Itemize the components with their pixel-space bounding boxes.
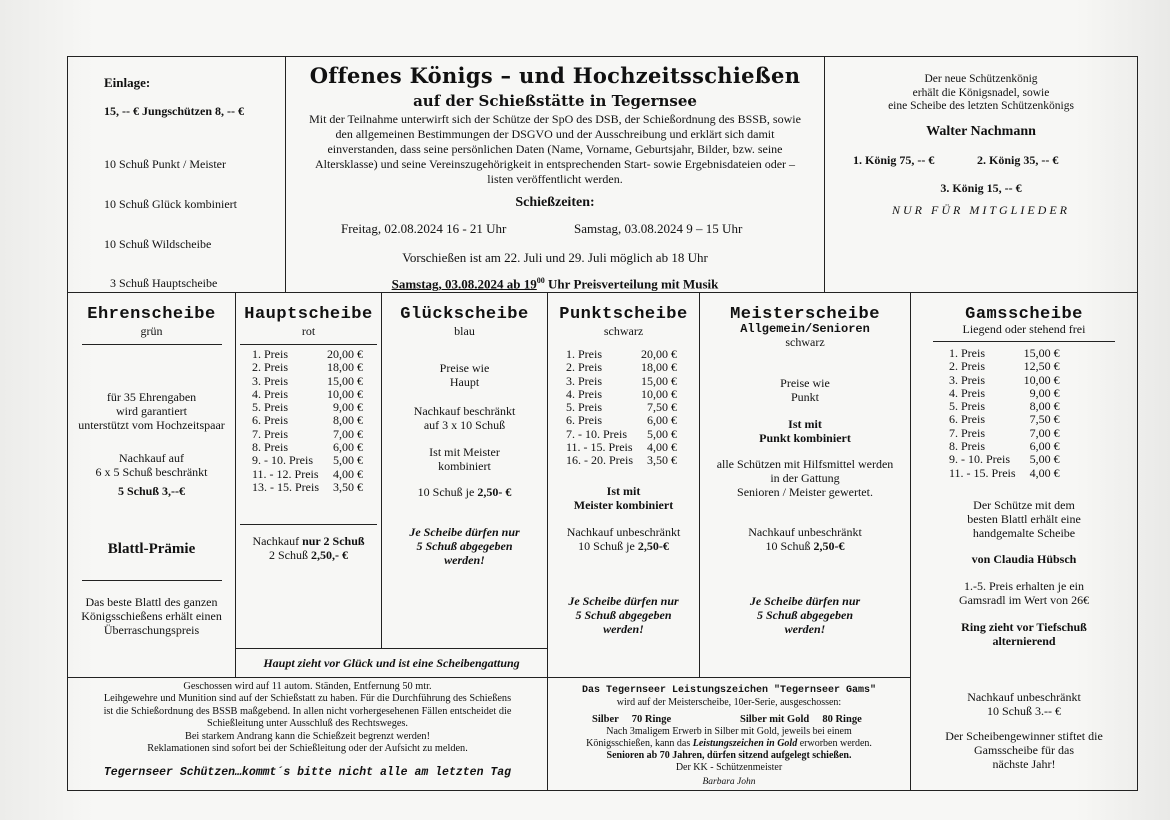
gams-row [949,427,1060,440]
punkt-row [566,454,677,467]
terms-text: Mit der Teilnahme unterwirft sich der Schütze der SpO des DSB, der Schießordnung des BSSB, sowie den allgemeinen Bestimmungen der DSGVO und der Ausschreibung und erklärt sich damit einverstanden, dass seine persönlichen Daten (Name, Vorname, Geburtsjahr, Bilder, bzw. seine Altersklasse) und seine Vereinszugehörigkeit in entsprechenden Start- sowie Ergebnisdateien oder –listen veröffentlicht werden. [309,112,801,186]
haupt-note: Haupt zieht vor Glück und ist eine Scheibengattung [263,656,520,670]
gold-requirement: Silber mit Gold 80 Ringe [740,714,862,725]
einlage-box [67,56,286,293]
signature: Barbara John [702,777,756,787]
punkt-row [566,375,677,388]
prize-amount: 15,00 € [1023,346,1060,360]
gamsscheibe-subtitle: Liegend oder stehend frei [962,322,1086,336]
schuetzenmeister-label: Der KK - Schützenmeister [675,762,783,773]
meister-text: Ist mit [788,417,822,431]
silber-requirement: Silber 70 Ringe [592,714,672,725]
punkt-row [566,414,677,427]
prize-rank: 6. Preis [949,412,985,427]
einlage-price: 15, -- € Jungschützen 8, -- € [104,104,244,118]
glueck-text: Nachkauf beschränkt [413,404,516,418]
header-box [285,56,825,293]
einlage-item: 10 Schuß Punkt / Meister [104,157,226,172]
glueckscheibe-title: Glückscheibe [400,305,529,324]
blattl-praemie: Blattl-Prämie [107,541,196,557]
haupt-row [252,468,363,481]
gams-text: besten Blattl erhält eine [967,512,1081,526]
prize-amount: 18,00 € [327,360,363,375]
punkt-row [566,441,677,454]
haupt-row [252,401,363,414]
einlage-list [104,132,274,293]
prize-rank: 7. Preis [252,426,288,441]
ehren-text: Nachkauf auf [119,451,184,465]
gams-row [949,440,1060,453]
meister-note: werden! [784,622,826,636]
prize-amount: 8,00 € [1029,399,1060,414]
gams-text: Gamsradl im Wert von 26€ [958,593,1090,607]
rules-box [67,677,548,791]
divider [82,580,222,581]
prize-rank: 6. Preis [252,413,288,428]
punkt-note: 5 Schuß abgegeben [575,608,672,622]
gams-text: 10 Schuß 3.-- € [987,704,1061,718]
hauptscheibe-title: Hauptscheibe [244,305,373,324]
gams-text: handgemalte Scheibe [972,526,1076,540]
haupt-nachkauf-label: Nachkauf [252,534,303,548]
prize-amount: 20,00 € [641,347,677,361]
haupt-row [252,414,363,427]
king-line: Der neue Schützenkönig [924,73,1038,85]
times-title: Schießzeiten: [515,195,595,210]
prize-rank: 9. - 10. Preis [949,452,1010,467]
einlage-title: Einlage: [104,75,151,90]
pre-shooting: Vorschießen ist am 22. Juli und 29. Juli möglich ab 18 Uhr [402,250,708,265]
haupt-row [252,375,363,388]
prize-rank: 13. - 15. Preis [252,479,319,494]
einlage-item: 10 Schuß Glück kombiniert [104,197,237,212]
rules-line: ist die Schießordnung des BSSB maßgebend. In allen nicht vorhergesehenen Fällen entscheidet die [103,705,512,717]
gams-row [949,387,1060,400]
haupt-row [252,481,363,494]
prize-amount: 7,00 € [1029,425,1060,440]
meister-text: Punkt kombiniert [759,431,851,445]
prize-amount: 12,50 € [1023,359,1060,374]
punktscheibe-prize-table [566,348,677,468]
leistungszeichen-box [547,677,911,791]
prize-amount: 5,00 € [1029,452,1060,467]
prize-amount: 7,50 € [1029,412,1060,427]
prize-amount: 4,00 € [1029,465,1060,480]
leistungszeichen-text: Nach 3maligem Erwerb in Silber mit Gold, jeweils bei einem [606,726,852,737]
einlage-item: 3 Schuß Hauptscheibe [104,276,218,291]
punkt-row [566,428,677,441]
king-box [824,56,1138,293]
prize-amount: 15,00 € [641,373,677,388]
punkt-row [566,388,677,401]
prize-rank: 11. - 12. Preis [252,466,319,481]
ehren-text: 6 x 5 Schuß beschränkt [95,465,208,479]
haupt-row [252,348,363,361]
meister-note: 5 Schuß abgegeben [757,608,853,622]
prize-rank: 8. Preis [949,439,985,454]
glueck-text: kombiniert [438,459,491,473]
glueck-text: Haupt [449,375,480,389]
gams-row [949,347,1060,360]
glueckscheibe-box [381,292,548,649]
ehren-price: 5 Schuß 3,--€ [117,484,185,498]
award-text: Uhr Preisverteilung mit Musik [544,276,719,292]
leistungszeichen-text: wird auf der Meisterscheibe, 10er-Serie, ausgeschossen: [616,697,842,708]
ehrenscheibe-box [67,292,236,678]
prize-amount: 4,00 € [647,440,677,455]
meisterscheibe-subtitle: Allgemein/Senioren [740,322,870,336]
punkt-price-label: 10 Schuß je [578,539,638,553]
blattl-text: Das beste Blattl des ganzen [85,595,218,609]
prize-rank: 5. Preis [566,400,602,415]
prize-amount: 15,00 € [327,373,363,388]
haupt-row [252,428,363,441]
prize-rank: 1. Preis [949,346,985,360]
haupt-nachkauf-amount: nur 2 Schuß [302,534,365,548]
senioren-rule: Senioren ab 70 Jahren, dürfen sitzend aufgelegt schießen. [606,750,852,761]
haupt-row [252,441,363,454]
einlage-item: 10 Schuß Wildscheibe [104,236,212,251]
king-name: Walter Nachmann [926,124,1036,139]
punktscheibe-box [547,292,700,678]
divider [82,344,222,345]
blattl-text: Königsschießens erhält einen [81,609,222,623]
prize-amount: 7,00 € [333,426,363,441]
award-date: Samstag, 03.08.2024 ab 19 [391,276,537,292]
prize-amount: 5,00 € [333,453,363,468]
haupt-row [252,388,363,401]
rules-line: Bei starkem Andrang kann die Schießzeit begrenzt werden! [184,730,431,742]
prize-rank: 2. Preis [252,360,288,375]
prize-rank: 11. - 15. Preis [566,440,633,455]
glueck-price-value: 2,50- € [477,485,512,499]
gamsscheibe-prize-table [949,347,1060,480]
event-title: Offenes Königs – und Hochzeitsschießen [309,63,801,88]
haupt-price-label: 2 Schuß [269,548,311,562]
ehrenscheibe-color: grün [140,324,163,338]
punkt-row [566,361,677,374]
glueck-note: Je Scheibe dürfen nur [409,525,520,539]
meister-text: in der Gattung [770,471,840,485]
punkt-row [566,401,677,414]
glueck-price-label: 10 Schuß je [417,485,478,499]
king-line: eine Scheibe des letzten Schützenkönigs [888,100,1074,112]
gams-text: Gamsscheibe für das [974,743,1074,757]
prize-rank: 2. Preis [949,359,985,374]
haupt-row [252,361,363,374]
blattl-text: Überraschungspreis [103,623,200,637]
prize-rank: 7. - 10. Preis [566,426,627,441]
event-subtitle: auf der Schießstätte in Tegernsee [413,92,697,110]
gams-text: alternierend [992,634,1056,648]
meisterscheibe-title: Meisterscheibe [730,305,880,324]
haupt-note-box [235,648,548,678]
king-prize-1: 1. König 75, -- € [853,153,935,167]
punkt-note: werden! [603,622,644,636]
gams-row [949,374,1060,387]
ehrenscheibe-title: Ehrenscheibe [87,305,216,324]
meister-price-label: 10 Schuß [765,539,814,553]
prize-rank: 8. Preis [252,440,288,455]
meister-text: Senioren / Meister gewertet. [737,485,873,499]
haupt-nachkauf [236,534,381,548]
meister-text: alle Schützen mit Hilfsmittel werden [716,457,894,471]
meisterscheibe-color: schwarz [785,335,825,349]
prize-rank: 4. Preis [252,386,288,401]
prize-amount: 3,50 € [647,453,677,468]
glueck-price [382,485,547,499]
king-prize-3: 3. König 15, -- € [940,181,1022,195]
prize-rank: 3. Preis [949,372,985,387]
glueckscheibe-color: blau [454,324,475,338]
rules-line: Schießleitung unter Ausschluß des Rechtsweges. [206,718,409,730]
punktscheibe-color: schwarz [603,324,644,338]
prize-rank: 6. Preis [566,413,602,428]
prize-amount: 5,00 € [647,426,677,441]
gamsscheibe-box [910,292,1138,791]
punkt-text: Nachkauf unbeschränkt [566,525,681,539]
prize-amount: 6,00 € [1029,439,1060,454]
gamsscheibe-title: Gamsscheibe [965,305,1083,324]
punkt-note: Je Scheibe dürfen nur [568,594,679,608]
punkt-text: Ist mit [606,484,641,498]
hauptscheibe-prize-table [252,348,363,494]
award-ceremony [286,276,824,292]
prize-rank: 9. - 10. Preis [252,453,313,468]
prize-rank: 1. Preis [566,347,602,361]
rules-line: Leihgewehre und Munition sind auf der Schießstatt zu haben. Für die Durchführung des Schießens [103,693,512,705]
leistungszeichen-text-part: erworben werden. [797,738,872,749]
glueck-text: Ist mit Meister [429,445,500,459]
haupt-price-value: 2,50,- € [311,548,348,562]
closing-appeal: Tegernseer Schützen…kommt´s bitte nicht alle am letzten Tag [103,766,512,779]
punkt-row [566,348,677,361]
members-only: NUR FÜR MITGLIEDER [892,203,1070,217]
meister-price [700,539,910,553]
gams-text: Der Scheibengewinner stiftet die [945,729,1103,743]
prize-amount: 3,50 € [333,479,363,494]
rules-line: Reklamationen sind sofort bei der Schießleitung oder der Aufsicht zu melden. [147,743,468,755]
punktscheibe-title: Punktscheibe [559,305,688,324]
gams-text: Ring zieht vor Tiefschuß [961,620,1087,634]
meister-text: Nachkauf unbeschränkt [748,525,862,539]
meister-text: Preise wie [780,376,830,390]
leistungszeichen-text [548,738,910,750]
rules-line: Geschossen wird auf 11 autom. Ständen, Entfernung 50 mtr. [183,681,432,692]
prize-amount: 7,50 € [647,400,677,415]
gams-row [949,453,1060,466]
gams-row [949,467,1060,480]
glueck-note: 5 Schuß abgegeben [416,539,513,553]
prize-amount: 6,00 € [333,440,363,455]
gams-text: Nachkauf unbeschränkt [967,690,1081,704]
prize-rank: 11. - 15. Preis [949,465,1016,480]
prize-rank: 5. Preis [252,400,288,415]
prize-rank: 1. Preis [252,347,288,361]
meister-text: Punkt [790,390,819,404]
divider [240,344,377,345]
prize-amount: 4,00 € [333,466,363,481]
prize-rank: 7. Preis [949,425,985,440]
prize-amount: 10,00 € [327,386,363,401]
time-saturday: Samstag, 03.08.2024 9 – 15 Uhr [574,221,743,236]
punkt-price-value: 2,50-€ [637,539,669,553]
time-friday: Freitag, 02.08.2024 16 - 21 Uhr [341,221,507,236]
punkt-text: Meister kombiniert [573,498,674,512]
meister-note: Je Scheibe dürfen nur [749,594,861,608]
prize-amount: 6,00 € [647,413,677,428]
prize-amount: 9,00 € [333,400,363,415]
glueck-text: auf 3 x 10 Schuß [423,418,506,432]
glueck-text: Preise wie [439,361,490,375]
punkt-price [548,539,699,553]
haupt-row [252,454,363,467]
leistungszeichen-title: Das Tegernseer Leistungszeichen "Tegernseer Gams" [581,685,877,696]
prize-amount: 10,00 € [1023,372,1060,387]
gams-painter: von Claudia Hübsch [971,552,1077,566]
prize-rank: 3. Preis [252,373,288,388]
gams-text: Der Schütze mit dem [973,498,1075,512]
gams-row [949,413,1060,426]
prize-amount: 9,00 € [1029,385,1060,400]
gams-row [949,400,1060,413]
divider [933,341,1115,342]
prize-amount: 10,00 € [641,386,677,401]
gams-text: nächste Jahr! [992,757,1056,771]
haupt-price [236,548,381,562]
ehren-text: unterstützt vom Hochzeitspaar [78,418,225,432]
prize-rank: 2. Preis [566,360,602,375]
prize-amount: 20,00 € [327,347,363,361]
divider [240,524,377,525]
glueck-note: werden! [444,553,485,567]
prize-amount: 8,00 € [333,413,363,428]
gold-badge-label: Leistungszeichen in Gold [692,738,798,749]
meister-price-value: 2,50-€ [813,539,845,553]
prize-rank: 16. - 20. Preis [566,453,633,468]
gams-text: 1.-5. Preis erhalten je ein [964,579,1084,593]
prize-rank: 3. Preis [566,373,602,388]
leistungszeichen-text-part: Königsschießen, kann das [586,738,693,749]
gams-row [949,360,1060,373]
meisterscheibe-box [699,292,911,678]
prize-rank: 4. Preis [566,386,602,401]
prize-rank: 5. Preis [949,399,985,414]
ehren-text: wird garantiert [116,404,187,418]
hauptscheibe-color: rot [301,324,316,338]
prize-rank: 4. Preis [949,385,985,400]
award-time-sup: 00 [536,276,545,285]
king-prize-2: 2. König 35, -- € [977,153,1059,167]
ehren-text: für 35 Ehrengaben [106,390,197,404]
king-line: erhält die Königsnadel, sowie [912,86,1050,99]
prize-amount: 18,00 € [641,360,677,375]
hauptscheibe-box [235,292,382,649]
